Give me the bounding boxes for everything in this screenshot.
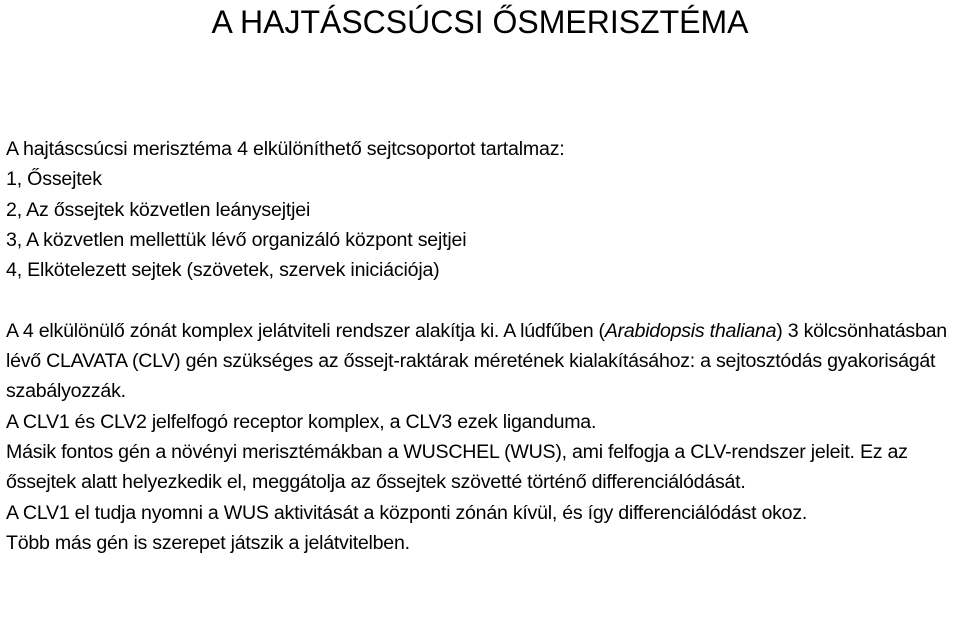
explanation-block <box>6 316 958 558</box>
list-item: 1, Őssejtek <box>6 168 102 191</box>
species-name: Arabidopsis thaliana <box>604 319 777 342</box>
intro-text: A hajtáscsúcsi merisztéma 4 elkülöníthető sejtcsoportot tartalmaz: <box>6 138 565 160</box>
paragraph-text: ) 3 kölcsönhatásban lévő CLAVATA (CLV) gén szükséges az őssejt-raktárak méretének kialakításához: a sejtosztódás gyakoriságát szabályozzák. <box>6 319 947 403</box>
paragraph-text: A 4 elkülönülő zónát komplex jelátviteli rendszer alakítja ki. A lúdfűben ( <box>6 319 605 342</box>
spacer <box>6 285 958 315</box>
paragraph-wuschel: Másik fontos gén a növényi merisztémákban a WUSCHEL (WUS), ami felfogja a CLV-rendszer jeleit. Ez az őssejtek alatt helyezkedik el, meggátolja az őssejtek szövetté történő differenciálódását. <box>6 440 908 494</box>
list-item: 3, A közvetlen mellettük lévő organizáló központ sejtjei <box>6 228 467 251</box>
page-title: A HAJTÁSCSÚCSI ŐSMERISZTÉMA <box>211 4 749 40</box>
paragraph-receptor: A CLV1 és CLV2 jelfelfogó receptor komplex, a CLV3 ezek liganduma. <box>6 410 597 433</box>
list-item: 2, Az őssejtek közvetlen leánysejtjei <box>6 198 311 221</box>
slide-body <box>6 134 958 558</box>
cell-group-list <box>6 134 958 285</box>
paragraph-other-genes: Több más gén is szerepet játszik a jelátvitelben. <box>6 531 410 554</box>
paragraph-clavata <box>6 316 958 407</box>
list-item: 4, Elkötelezett sejtek (szövetek, szervek iniciációja) <box>6 259 440 282</box>
paragraph-clv1: A CLV1 el tudja nyomni a WUS aktivitását a központi zónán kívül, és így differenciálódást okoz. <box>6 501 808 524</box>
